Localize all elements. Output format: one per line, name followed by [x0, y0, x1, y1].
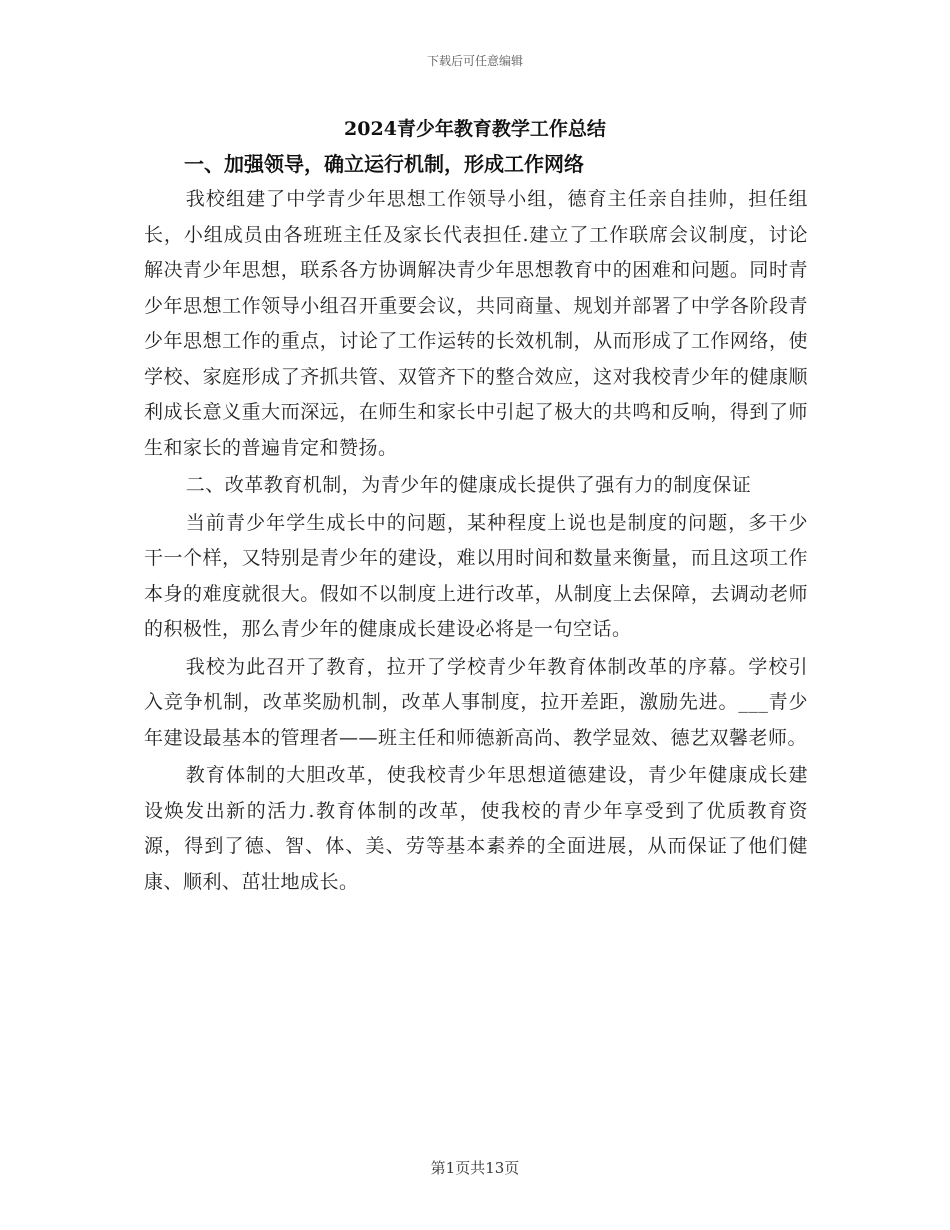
paragraph-2: 当前青少年学生成长中的问题，某种程度上说也是制度的问题，多干少干一个样，又特别是青少年的建设，难以用时间和数量来衡量，而且这项工作本身的难度就很大。假如不以制度上进行改革，从制度上去保障，去调动老师的积极性，那么青少年的健康成长建设必将是一句空话。 — [144, 511, 808, 640]
section-heading: 一、加强领导，确立运行机制，形成工作网络 — [184, 152, 584, 176]
header-note: 下载后可任意编辑 — [426, 54, 523, 68]
document-body — [144, 148, 808, 900]
section-heading-2: 二、改革教育机制，为青少年的健康成长提供了强有力的制度保证 — [185, 474, 752, 496]
document-title: 2024青少年教育教学工作总结 — [344, 118, 606, 140]
page-number-footer: 第1页共13页 — [430, 1159, 520, 1177]
paragraph-1: 我校组建了中学青少年思想工作领导小组，德育主任亲自挂帅，担任组长，小组成员由各班班主任及家长代表担任.建立了工作联席会议制度，讨论解决青少年思想，联系各方协调解决青少年思想教育中的困难和问题。同时青少年思想工作领导小组召开重要会议，共同商量、规划并部署了中学各阶段青少年思想工作的重点，讨论了工作运转的长效机制，从而形成了工作网络，使学校、家庭形成了齐抓共管、双管齐下的整合效应，这对我校青少年的健康顺利成长意义重大而深远，在师生和家长中引起了极大的共鸣和反响，得到了师生和家长的普遍肯定和赞扬。 — [144, 188, 808, 459]
paragraph-4: 教育体制的大胆改革，使我校青少年思想道德建设，青少年健康成长建设焕发出新的活力.教育体制的改革，使我校的青少年享受到了优质教育资源，得到了德、智、体、美、劳等基本素养的全面进展，从而保证了他们健康、顺利、茁壮地成长。 — [144, 764, 808, 893]
paragraph-3: 我校为此召开了教育，拉开了学校青少年教育体制改革的序幕。学校引入竞争机制，改革奖励机制，改革人事制度，拉开差距，激励先进。___青少年建设最基本的管理者——班主任和师德新高尚、教学显效、德艺双馨老师。 — [144, 655, 808, 749]
